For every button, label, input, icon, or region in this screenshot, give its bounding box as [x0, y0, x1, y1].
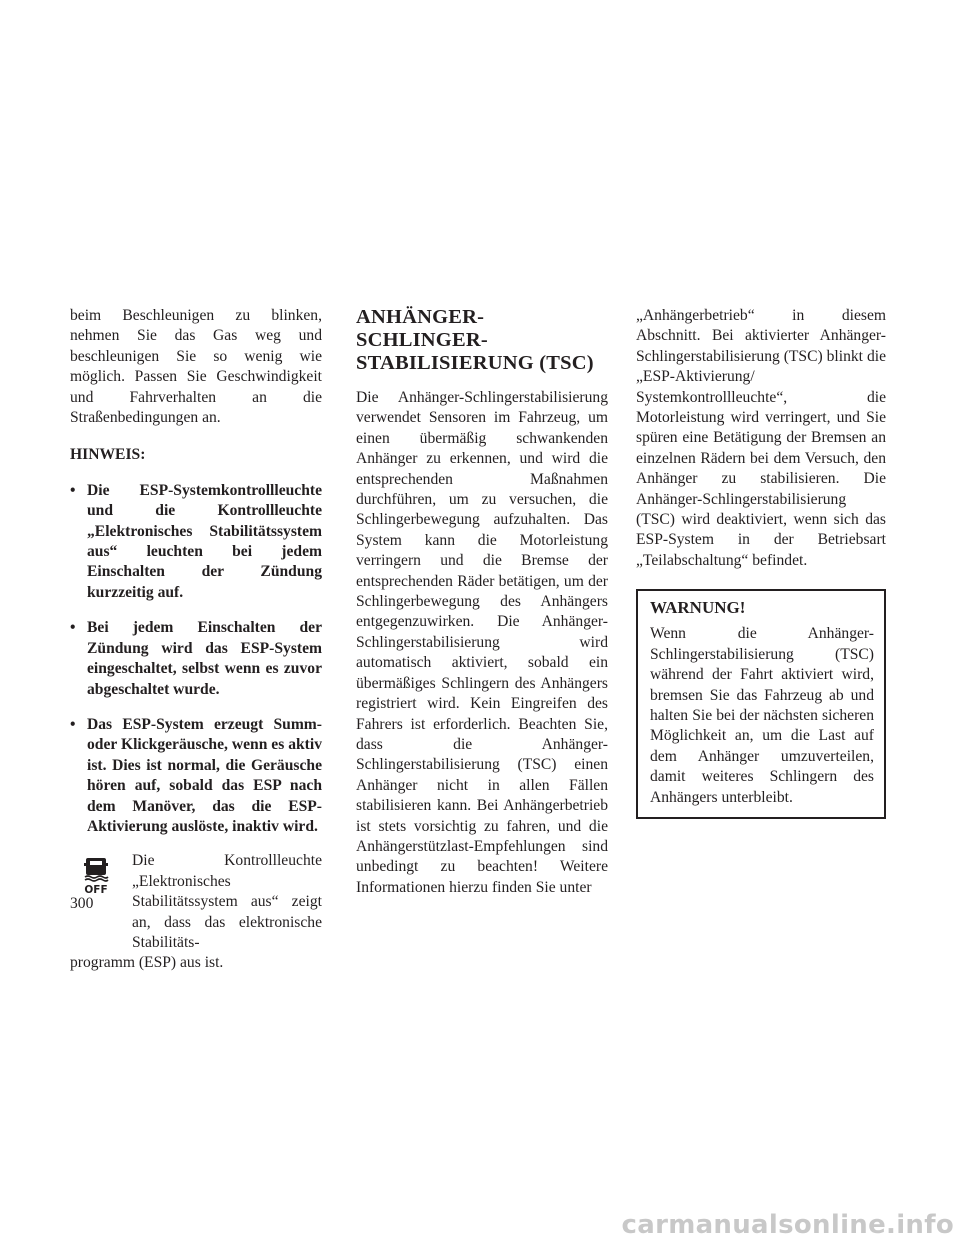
esp-off-icon: [80, 855, 112, 895]
bullet: •: [70, 715, 76, 733]
warning-title: WARNUNG!: [650, 598, 746, 618]
right-column: [636, 306, 886, 819]
tsc-continued-paragraph: „Anhängerbetrieb“ in diesem Abschnitt. Bei aktivierter Anhänger-Schlingerstabilisierung (TSC) blinkt die „ESP-Aktivierung/ Systemkontrollleuchte“, die Motorleistung wird verringert, und Sie spüren eine Betätigung der Bremsen an einzelnen Rädern bei dem Versuch, den Anhänger zu stabilisieren. Die Anhänger-Schlingerstabilisierung (TSC) wird deaktiviert, wenn sich das ESP-System in der Betriebsart „Teilabschaltung“ befindet.: [636, 307, 886, 569]
bullet: •: [70, 619, 76, 637]
heading-line-1: ANHÄNGER-SCHLINGER-: [356, 306, 488, 351]
note-list: [70, 481, 322, 838]
page-number: 300: [70, 895, 94, 912]
bullet: •: [70, 481, 76, 499]
warning-box: [636, 589, 886, 819]
note-heading: HINWEIS:: [70, 446, 146, 464]
warning-text: Wenn die Anhänger-Schlingerstabilisierung (TSC) während der Fahrt aktiviert wird, bremsen Sie das Fahrzeug ab und halten Sie bei der nächsten sicheren Möglichkeit an, um die Last auf dem Anhänger umzuverteilen, damit weiteres Schlingern des Anhängers unterbleibt.: [650, 625, 874, 806]
section-heading: [356, 306, 608, 375]
list-item: [70, 481, 322, 603]
icon-paragraph-tail: programm (ESP) aus ist.: [70, 954, 224, 972]
esp-off-paragraph: [70, 851, 322, 973]
heading-line-2: STABILISIERUNG (TSC): [356, 352, 594, 374]
icon-paragraph-text: Die Kontrollleuchte „Elektronisches Stabilitätssystem aus“ zeigt an, dass das elektronische Stabilitäts-: [132, 852, 322, 951]
middle-column: [356, 306, 608, 898]
left-column: [70, 306, 322, 974]
note-text: Die ESP-Systemkontrollleuchte und die Kontrollleuchte „Elektronisches Stabilitätssystem aus“ leuchten bei jedem Einschalten der Zündung kurzzeitig auf.: [87, 481, 322, 601]
list-item: [70, 715, 322, 837]
intro-paragraph: beim Beschleunigen zu blinken, nehmen Sie das Gas weg und beschleunigen Sie so wenig wie möglich. Passen Sie Geschwindigkeit und Fahrverhalten an die Straßenbedingungen an.: [70, 307, 322, 427]
note-text: Das ESP-System erzeugt Summ- oder Klickgeräusche, wenn es aktiv ist. Dies ist normal, die Geräusche hören auf, sobald das ESP nach dem Manöver, das die ESP-Aktivierung auslöste, inaktiv wird.: [87, 715, 322, 835]
tsc-paragraph: Die Anhänger-Schlingerstabilisierung verwendet Sensoren im Fahrzeug, um einen übermäßig schwankenden Anhänger zu erkennen, und wird die entsprechenden Maßnahmen durchführen, um zu versuchen, die Schlingerbewegung aufzuhalten. Das System kann die Motorleistung verringern und die Bremse der entsprechenden Räder betätigen, um der Schlingerbewegung des Anhängers entgegenzuwirken. Die Anhänger-Schlingerstabilisierung wird automatisch aktiviert, sobald ein übermäßiges Schlingern des Anhängers registriert wird. Kein Eingreifen des Fahrers ist erforderlich. Beachten Sie, dass die Anhänger-Schlingerstabilisierung (TSC) einen Anhänger nicht in allen Fällen stabilisieren kann. Bei Anhängerbetrieb ist stets vorsichtig zu fahren, und die Anhängerstützlast-Empfehlungen sind unbedingt zu beachten! Weitere Informationen hierzu finden Sie unter: [356, 389, 608, 896]
icon-label: OFF: [84, 884, 108, 896]
list-item: [70, 618, 322, 700]
note-text: Bei jedem Einschalten der Zündung wird das ESP-System eingeschaltet, selbst wenn es zuvor abgeschaltet wurde.: [87, 619, 322, 698]
watermark: carmanualsonline.info: [621, 1210, 954, 1240]
